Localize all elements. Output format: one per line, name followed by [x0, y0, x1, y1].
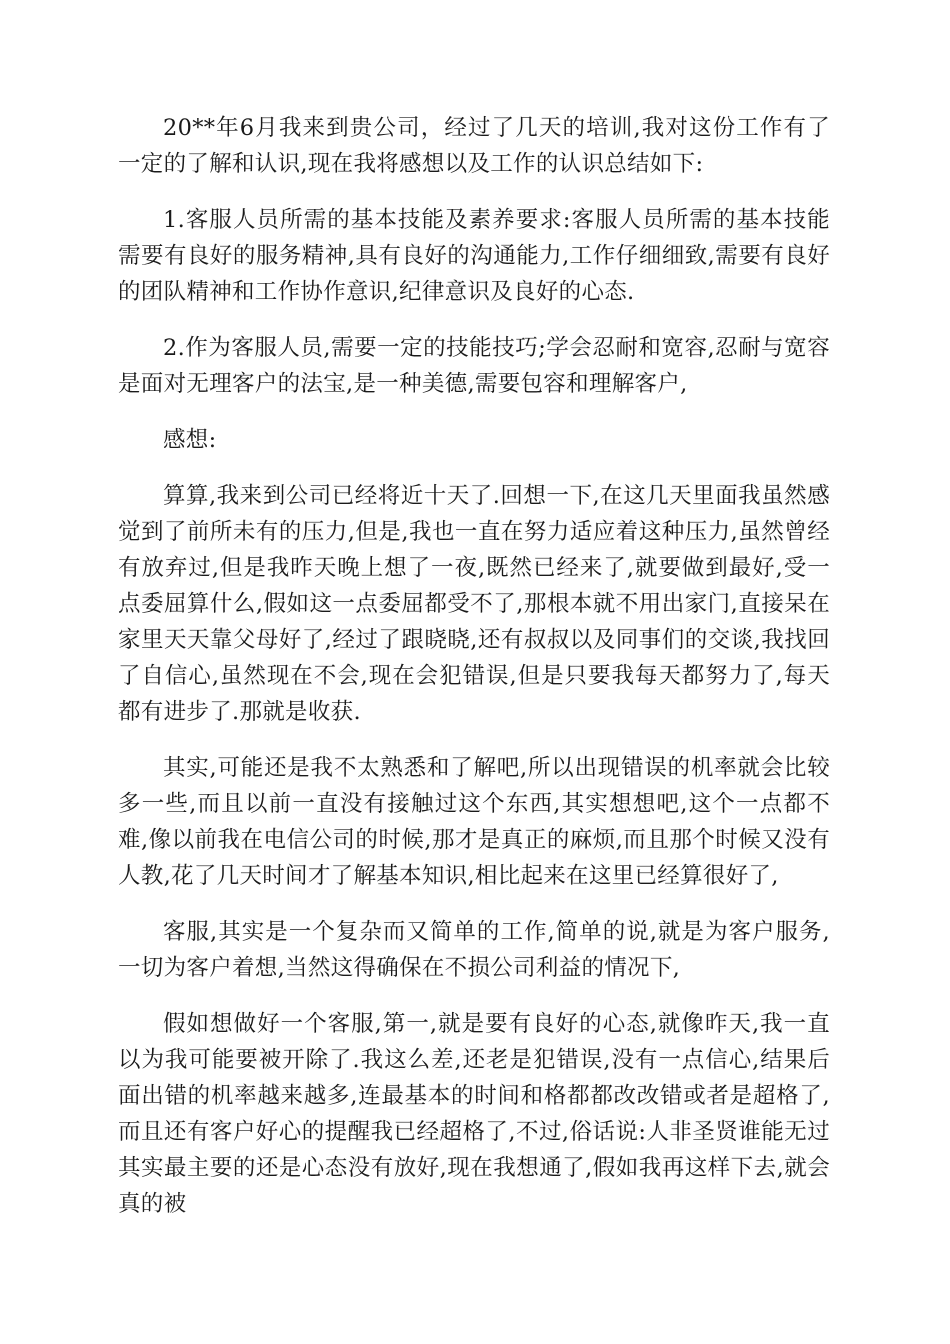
section-heading-thoughts: 感想: — [163, 427, 217, 453]
paragraph-attitude: 假如想做好一个客服,第一,就是要有良好的心态,就像昨天,我一直以为我可能要被开除了.我这么差,还老是犯错误,没有一点信心,结果后面出错的机率越来越多,连最基本的时间和格都都改改错或者是超格了,而且还有客户好心的提醒我已经超格了,不过,俗话说:人非圣贤谁能无过其实最主要的还是心态没有放好,现在我想通了,假如我再这样下去,就会真的被 — [118, 1011, 830, 1217]
paragraph-customer-service: 客服,其实是一个复杂而又简单的工作,简单的说,就是为客户服务,一切为客户着想,当然这得确保在不损公司利益的情况下, — [118, 919, 830, 981]
paragraph-experience: 其实,可能还是我不太熟悉和了解吧,所以出现错误的机率就会比较多一些,而且以前一直没有接触过这个东西,其实想想吧,这个一点都不难,像以前我在电信公司的时候,那才是真正的麻烦,而且那个时候又没有人教,花了几天时间才了解基本知识,相比起来在这里已经算很好了, — [118, 755, 830, 889]
paragraph-point-1: 1.客服人员所需的基本技能及素养要求:客服人员所需的基本技能需要有良好的服务精神,具有良好的沟通能力,工作仔细细致,需要有良好的团队精神和工作协作意识,纪律意识及良好的心态. — [118, 207, 830, 305]
paragraph-point-2: 2.作为客服人员,需要一定的技能技巧;学会忍耐和宽容,忍耐与宽容是面对无理客户的法宝,是一种美德,需要包容和理解客户, — [118, 335, 830, 397]
paragraph-intro: 20**年6月我来到贵公司，经过了几天的培训,我对这份工作有了一定的了解和认识,现在我将感想以及工作的认识总结如下: — [118, 115, 830, 177]
paragraph-reflection: 算算,我来到公司已经将近十天了.回想一下,在这几天里面我虽然感觉到了前所未有的压力,但是,我也一直在努力适应着这种压力,虽然曾经有放弃过,但是我昨天晚上想了一夜,既然已经来了,就要做到最好,受一点委屈算什么,假如这一点委屈都受不了,那根本就不用出家门,直接呆在家里天天靠父母好了,经过了跟晓晓,还有叔叔以及同事们的交谈,我找回了自信心,虽然现在不会,现在会犯错误,但是只要我每天都努力了,每天都有进步了.那就是收获. — [118, 483, 830, 725]
document-body — [118, 110, 830, 1242]
